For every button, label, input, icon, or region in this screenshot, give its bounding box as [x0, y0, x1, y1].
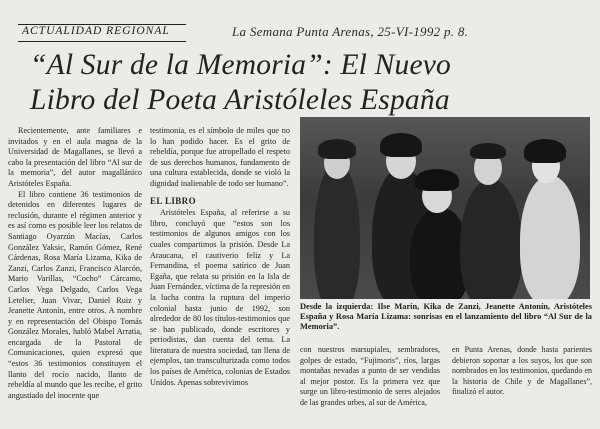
paragraph: en Punta Arenas, donde hasta parientes debieron soportar a los suyos, los que son nombrados en los testimonios, quedando en la historia de Chile y de Magallanes”, finalizó el autor. [452, 345, 592, 397]
article-column-3 [300, 345, 440, 429]
headline-line-2: Libro del Poeta Aristóleles España [30, 84, 450, 116]
person-hair [380, 133, 422, 157]
paragraph: Recientemente, ante familiares e invitados y en el aula magna de la Universidad de Magallanes, se llevó a cabo la presentación del libro “Al sur de la memoria”, del autor magallánico Aristóteles España. [8, 126, 142, 188]
person-hair [318, 139, 356, 159]
paragraph: con nuestros marsupiales, sembradores, golpes de estado, “Fujimoris”, ríos, largas montañas nevadas a punto de ser vendidas al mejor postor. Es la primera vez que surge un libro-testimonio de seres alejados de las grandes urbes, al sur de América, [300, 345, 440, 407]
person-hair [415, 169, 459, 191]
article-column-1 [8, 126, 142, 429]
paragraph: El libro contiene 36 testimonios de detenidos en diferentes lugares de reclusión, durante el régimen anterior y es así como es posible leer los relatos de Santiago Oyarzún Macías, Carlos González Yaksic, Ramón Gómez, René Cárdenas, Rosa María Lizama, Kika de Zanzi, Carlos Zanzi, Francisco Alarcón, Mario Varillas, “Cocho” Cárcamo, Carlos Vega Delgado, Carlos Vega Letelier, Juan Vivar, Daniel Ruiz y Jeanette Antonín, entre otros. A nombre y en representación del Obispo Tomás González Morales, habló Mabel Arratia, encargada de la Pastoral de Comunicaciones, quien expresó que “estos 36 testimonios constituyen el llanto del rocío nacido, llanto de rebeldía al mundo que les recibe, el grito angustiado del inocente que [8, 189, 142, 400]
photo-caption: Desde la izquierda: Ilse Marín, Kika de Zanzi, Jeanette Antonín, Aristóteles España y Rosa María Lizama: sonrisas en el lanzamiento del libro “Al Sur de la Memoria”. [300, 302, 592, 332]
group-photo [300, 117, 590, 299]
headline-line-1: “Al Sur de la Memoria”: El Nuevo [30, 49, 451, 81]
article-column-2 [150, 126, 290, 429]
person-figure [460, 179, 522, 299]
person-figure [520, 175, 580, 299]
section-label: ACTUALIDAD REGIONAL [22, 25, 170, 37]
person-hair [524, 139, 566, 163]
paragraph: testimonia, es el símbolo de miles que no lo han podido hacer. Es el grito de rebeldía, porque fue atropellado el respeto de sus derechos humanos, fundamento de una cultura establecida, donde se violó la dignidad inalienable de todo ser humano”. [150, 126, 290, 188]
handwritten-source-note: La Semana Punta Arenas, 25-VI-1992 p. 8. [232, 24, 469, 39]
subheading-el-libro: EL LIBRO [150, 195, 196, 206]
article-column-4 [452, 345, 592, 429]
person-hair [470, 143, 506, 159]
paragraph: Aristóteles España, al referirse a su libro, concluyó que “estos son los testimonios de algunos amigos con los cuales compartimos la prisión. Desde La Araucana, el cautiverio feliz y La Fernandina, el poema satírico de Juan Egaña, que relata su prisión en la Isla de Juan Fernández, víctima de la represión en la lucha contra la ruptura del imperio colonial hasta junio de 1992, son alrededor de 80 los títulos-testimonios que se han publicado, donde escritores y periodistas, dan cuenta del tema. La literatura de nuestra sociedad, tan llena de ejemplos, tan transculturizada como todos los países de América, colonias de Estados Unidos. Apenas sobrevivimos [150, 208, 290, 387]
person-figure [314, 162, 360, 299]
